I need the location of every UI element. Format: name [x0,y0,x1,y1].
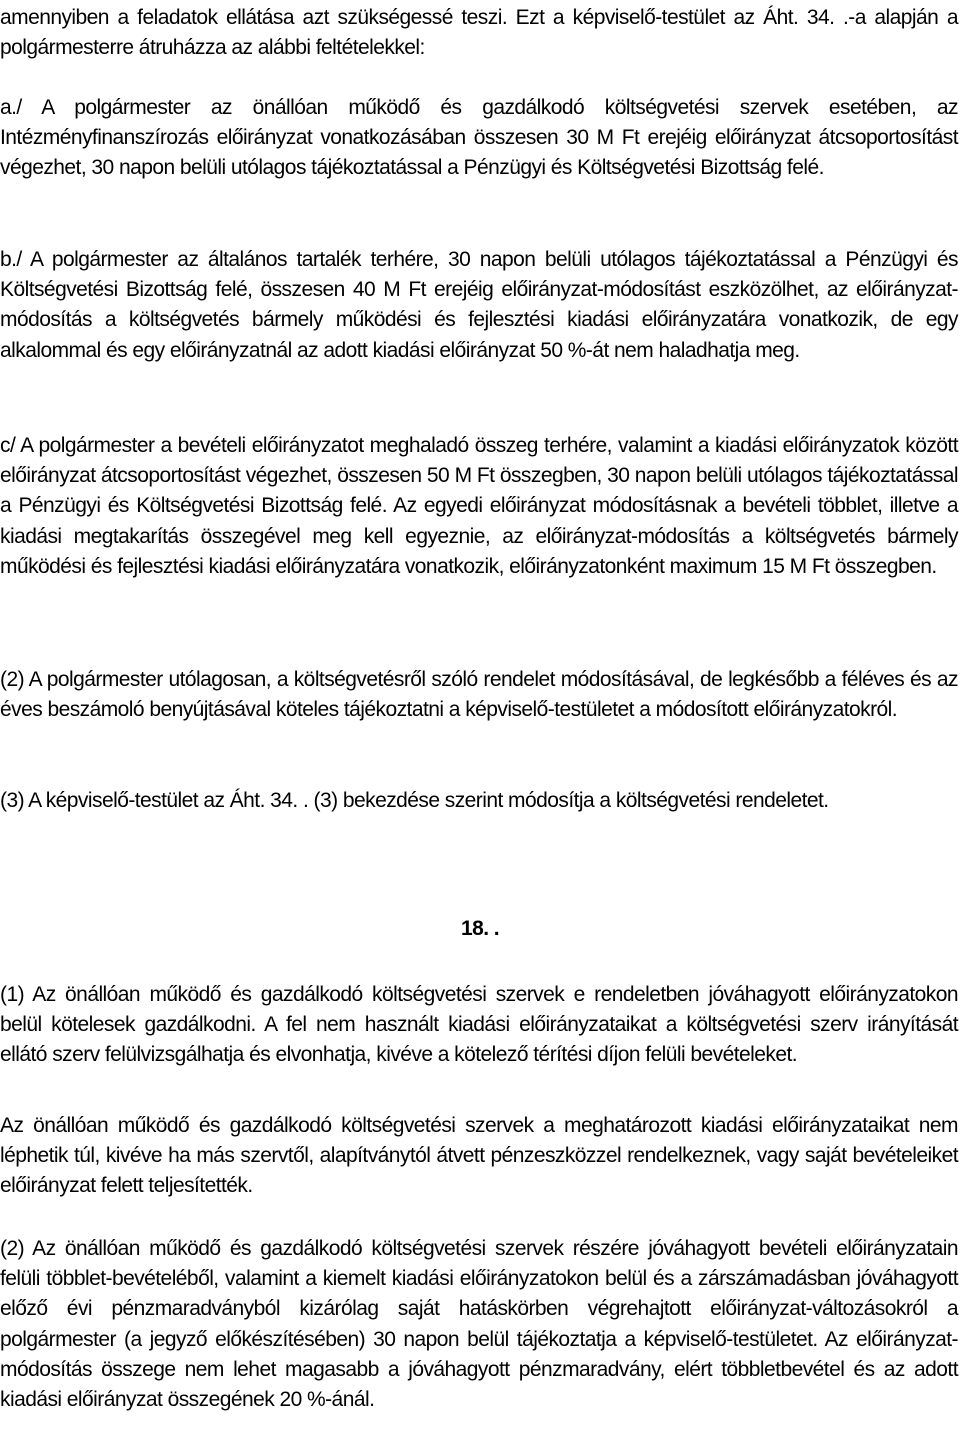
paragraph-3: (3) A képviselő-testület az Áht. 34. . (3) bekezdése szerint módosítja a költségvetési rendeletet. [0,789,829,812]
paragraph-b: b./ A polgármester az általános tartalék terhére, 30 napon belüli utólagos tájékoztatással a Pénzügyi és Költségvetési Bizottság felé, összesen 40 M Ft erejéig előirányzat-módosítást eszközölhet, az előirányzat-módosítás a költségvetés bármely működési és fejlesztési kiadási előirányzatára vonatkozik, de egy alkalommal és egy előirányzatnál az adott kiadási előirányzat 50 %-át nem haladhatja meg. [0,248,958,362]
paragraph-a: a./ A polgármester az önállóan működő és gazdálkodó költségvetési szervek esetében, az Intézményfinanszírozás előirányzat vonatkozásában összesen 30 M Ft erejéig előirányzat átcsoportosítást végezhet, 30 napon belüli utólagos tájékoztatással a Pénzügyi és Költségvetési Bizottság felé. [0,96,958,180]
paragraph-intro: amennyiben a feladatok ellátása azt szükségessé teszi. Ezt a képviselő-testület az Áht. 34. .-a alapján a polgármesterre átruházza az alábbi feltételekkel: [0,6,958,60]
paragraph-section-2: (2) Az önállóan működő és gazdálkodó költségvetési szervek részére jóváhagyott bevételi előirányzatain felüli többlet-bevételéből, valamint a kiemelt kiadási előirányzatokon belül és a zárszámadásban jóváhagyott előző évi pénzmaradványból kizárólag saját hatáskörben végrehajtott előirányzat-változásokról a polgármester (a jegyző előkészítésében) 30 napon belül tájékoztatja a képviselő-testületet. Az előirányzat-módosítás összege nem lehet magasabb a jóváhagyott pénzmaradvány, elért többletbevétel és az adott kiadási előirányzat összegének 20 %-ánál. [0,1237,958,1412]
paragraph-2: (2) A polgármester utólagosan, a költségvetésről szóló rendelet módosításával, de legkésőbb a féléves és az éves beszámoló benyújtásával köteles tájékoztatni a képviselő-testületet a módosított előirányzatokról. [0,668,958,722]
paragraph-section-1: (1) Az önállóan működő és gazdálkodó költségvetési szervek e rendeletben jóváhagyott előirányzatokon belül kötelesek gazdálkodni. A fel nem használt kiadási előirányzataikat a költségvetési szerv irányítását ellátó szerv felülvizsgálhatja és elvonhatja, kivéve a kötelező térítési díjon felüli bevételeket. [0,983,958,1067]
paragraph-c: c/ A polgármester a bevételi előirányzatot meghaladó összeg terhére, valamint a kiadási előirányzatok között előirányzat átcsoportosítást végezhet, összesen 50 M Ft összegben, 30 napon belüli utólagos tájékoztatással a Pénzügyi és Költségvetési Bizottság felé. Az egyedi előirányzat módosításnak a bevételi többlet, illetve a kiadási megtakarítás összegével meg kell egyeznie, az előirányzat-módosítás a költségvetés bármely működési és fejlesztési kiadási előirányzatára vonatkozik, előirányzatonként maximum 15 M Ft összegben. [0,434,958,578]
section-heading: 18. . [460,917,500,940]
paragraph-section-1b: Az önállóan működő és gazdálkodó költségvetési szervek a meghatározott kiadási előirányzataikat nem léphetik túl, kivéve ha más szervtől, alapítványtól átvett pénzeszközzel rendelkeznek, vagy saját bevételeiket előirányzat felett teljesítették. [0,1114,958,1198]
